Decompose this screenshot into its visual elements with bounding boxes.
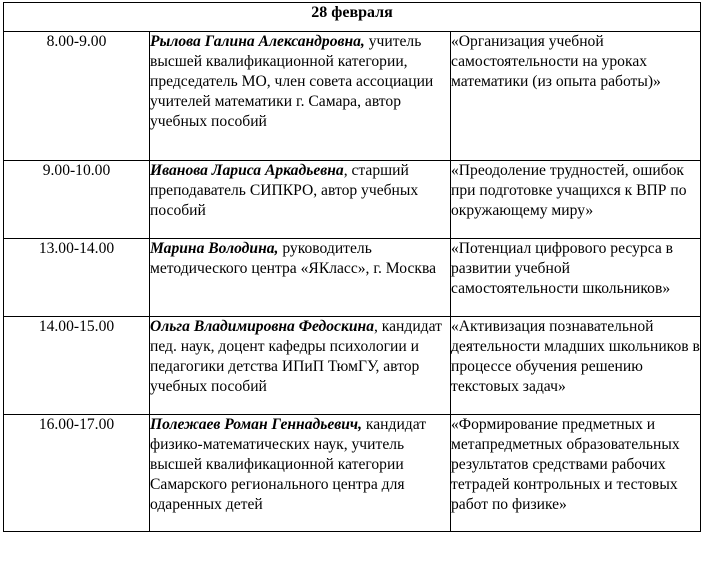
speaker-name: Марина Володина, (150, 240, 279, 257)
time-cell: 13.00-14.00 (4, 239, 150, 317)
topic-cell: «Потенциал цифрового ресурса в развитии учебной самостоятельности школьников» (451, 239, 701, 317)
speaker-name: Иванова Лариса Аркадьевна (150, 162, 344, 179)
speaker-role: , старший преподаватель СИПКРО, автор учебных пособий (150, 162, 419, 219)
speaker-role: учитель высшей квалификационной категории, председатель МО, член совета ассоциации учителей математики г. Самара, автор учебных пособий (150, 33, 434, 130)
speaker-name: Рылова Галина Александровна, (150, 33, 365, 50)
speaker-cell (150, 161, 451, 239)
time-cell: 16.00-17.00 (4, 415, 150, 532)
date-header-row (4, 3, 701, 32)
speaker-cell (150, 415, 451, 532)
table-row (4, 161, 701, 239)
table-row (4, 239, 701, 317)
speaker-cell (150, 32, 451, 161)
schedule-table (3, 2, 701, 532)
speaker-name: Ольга Владимировна Федоскина (150, 318, 374, 335)
table-row (4, 32, 701, 161)
time-cell: 8.00-9.00 (4, 32, 150, 161)
time-cell: 9.00-10.00 (4, 161, 150, 239)
topic-cell: «Организация учебной самостоятельности на уроках математики (из опыта работы)» (451, 32, 701, 161)
table-row (4, 317, 701, 415)
speaker-cell (150, 317, 451, 415)
date-header: 28 февраля (4, 3, 701, 32)
topic-cell: «Преодоление трудностей, ошибок при подготовке учащихся к ВПР по окружающему миру» (451, 161, 701, 239)
speaker-cell (150, 239, 451, 317)
topic-cell: «Активизация познавательной деятельности младших школьников в процессе обучения решению текстовых задач» (451, 317, 701, 415)
speaker-role: кандидат физико-математических наук, учитель высшей квалификационной категории Самарского регионального центра для одаренных детей (150, 416, 427, 513)
time-cell: 14.00-15.00 (4, 317, 150, 415)
table-row (4, 415, 701, 532)
speaker-role: руководитель методического центра «ЯКласс», г. Москва (150, 240, 437, 277)
speaker-name: Полежаев Роман Геннадьевич, (150, 416, 362, 433)
speaker-role: , кандидат пед. наук, доцент кафедры психологии и педагогики детства ИПиП ТюмГУ, автор учебных пособий (150, 318, 442, 395)
topic-cell: «Формирование предметных и метапредметных образовательных результатов средствами рабочих тетрадей контрольных и тестовых работ по физике» (451, 415, 701, 532)
